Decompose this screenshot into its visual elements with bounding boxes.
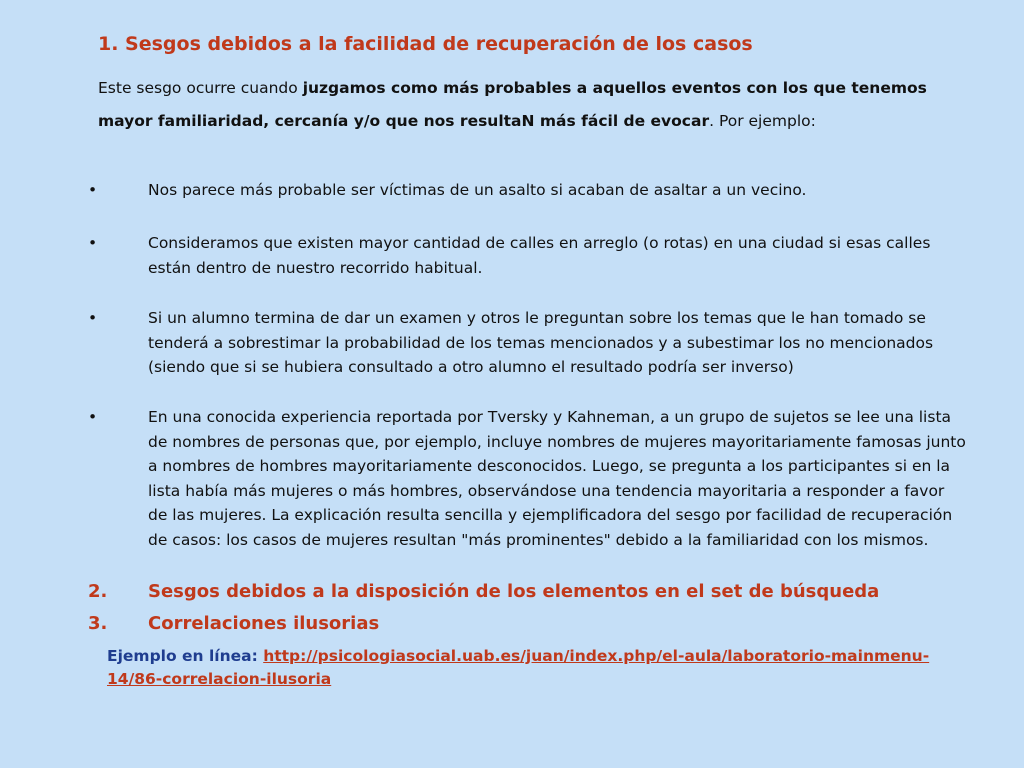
intro-bold: juzgamos como más probables a aquellos eventos con los que tenemos mayor familiaridad, cercanía y/o que nos resultaN más fácil de evocar xyxy=(98,79,927,130)
bullet-text: Consideramos que existen mayor cantidad de calles en arreglo (o rotas) en una ciudad si esas calles están dentro de nuestro recorrido habitual. xyxy=(148,234,931,277)
bullet-icon: • xyxy=(88,408,98,426)
bullet-text: Nos parece más probable ser víctimas de un asalto si acaban de asaltar a un vecino. xyxy=(148,181,807,199)
numbered-item-text: Sesgos debidos a la disposición de los elementos en el set de búsqueda xyxy=(148,581,880,602)
bullet-icon: • xyxy=(88,234,98,252)
numbered-item-number: 2. xyxy=(88,581,108,602)
bullet-icon: • xyxy=(88,181,98,199)
intro-lead: Este sesgo ocurre cuando xyxy=(98,79,303,97)
bullet-icon: • xyxy=(88,309,98,327)
section-heading: 1. Sesgos debidos a la facilidad de recuperación de los casos xyxy=(98,33,753,55)
example-label: Ejemplo en línea: xyxy=(107,647,264,665)
numbered-item-text: Correlaciones ilusorias xyxy=(148,613,380,634)
intro-tail: . Por ejemplo: xyxy=(709,112,816,130)
bullet-text: En una conocida experiencia reportada por Tversky y Kahneman, a un grupo de sujetos se lee una lista de nombres de personas que, por ejemplo, incluye nombres de mujeres mayoritariamente famosas junto a nombres de hombres mayoritariamente desconocidos. Luego, se pregunta a los participantes si en la lista había más mujeres o más hombres, observándose una tendencia mayoritaria a responder a favor de las mujeres. La explicación resulta sencilla y ejemplificadora del sesgo por facilidad de recuperación de casos: los casos de mujeres resultan "más prominentes" debido a la familiaridad con los mismos. xyxy=(148,408,966,549)
intro-paragraph xyxy=(98,72,978,138)
online-example xyxy=(107,645,977,691)
example-link[interactable]: http://psicologiasocial.uab.es/juan/index.php/el-aula/laboratorio-mainmenu-14/86-correlacion-ilusoria xyxy=(107,647,930,688)
bullet-text: Si un alumno termina de dar un examen y otros le preguntan sobre los temas que le han tomado se tenderá a sobrestimar la probabilidad de los temas mencionados y a subestimar los no mencionados (siendo que si se hubiera consultado a otro alumno el resultado podría ser inverso) xyxy=(148,309,934,376)
numbered-item-number: 3. xyxy=(88,613,108,634)
